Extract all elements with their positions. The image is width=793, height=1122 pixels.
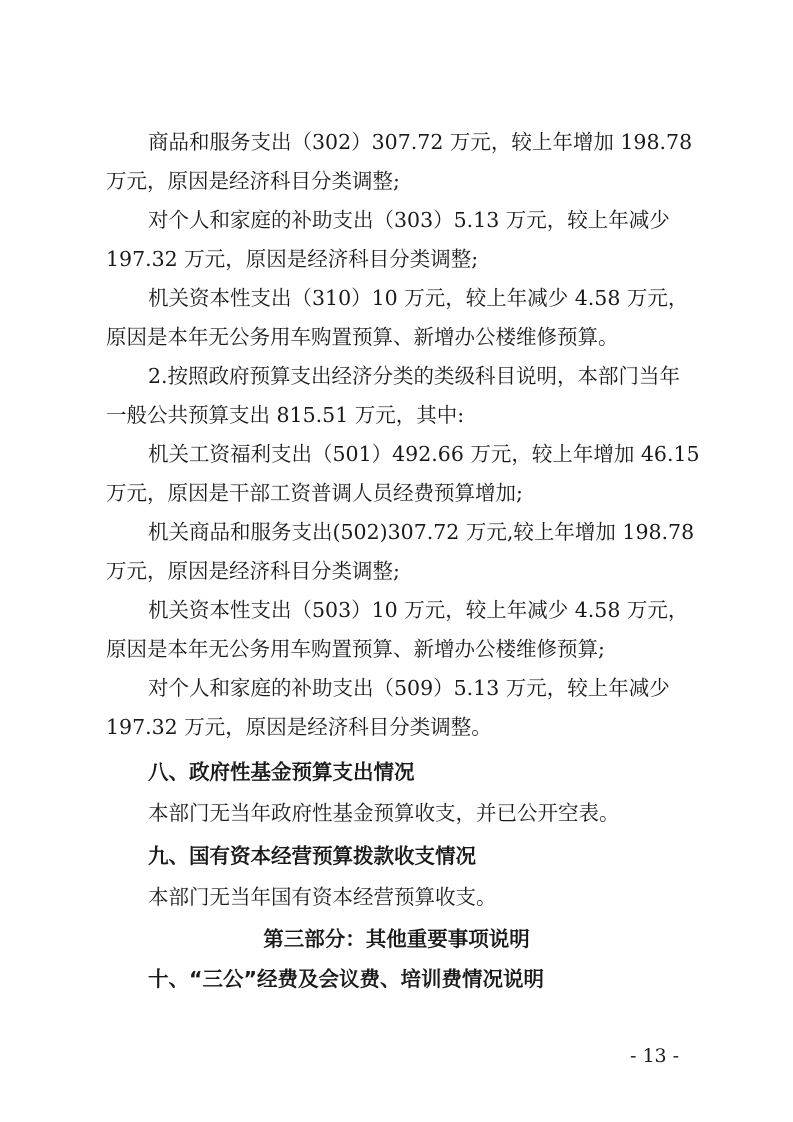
- line-text: 机关商品和服务支出(502)307.72 万元,较上年增加 198.78: [148, 520, 695, 544]
- paragraph-line: [0, 320, 793, 354]
- page-number: - 13 -: [630, 1045, 680, 1067]
- line-text: 对个人和家庭的补助支出（303）5.13 万元，较上年减少: [148, 208, 670, 232]
- line-text: 原因是本年无公务用车购置预算、新增办公楼维修预算。: [106, 325, 619, 349]
- line-text: 原因是本年无公务用车购置预算、新增办公楼维修预算;: [106, 637, 605, 661]
- paragraph-line: [0, 398, 793, 432]
- line-text: 197.32 万元，原因是经济科目分类调整。: [106, 715, 492, 739]
- line-text: 机关工资福利支出（501）492.66 万元，较上年增加 46.15: [148, 442, 700, 466]
- line-text: 一般公共预算支出 815.51 万元，其中:: [106, 403, 465, 427]
- paragraph-line: [0, 710, 793, 744]
- heading-text: 八、政府性基金预算支出情况: [148, 760, 415, 784]
- line-text: 本部门无当年政府性基金预算收支，并已公开空表。: [148, 801, 620, 825]
- paragraph-line: [0, 125, 793, 159]
- section-heading-10: [0, 962, 793, 996]
- line-text: 197.32 万元，原因是经济科目分类调整;: [106, 247, 479, 271]
- paragraph-line: [0, 554, 793, 588]
- paragraph-line: [0, 359, 793, 393]
- line-text: 商品和服务支出（302）307.72 万元，较上年增加 198.78: [148, 130, 693, 154]
- line-text: 本部门无当年国有资本经营预算收支。: [148, 885, 497, 909]
- paragraph-line: [0, 632, 793, 666]
- paragraph-line: [0, 476, 793, 510]
- paragraph-line: [0, 880, 793, 914]
- paragraph-line: [0, 515, 793, 549]
- part-title: [0, 922, 793, 956]
- line-text: 万元，原因是经济科目分类调整;: [106, 169, 400, 193]
- paragraph-line: [0, 437, 793, 471]
- heading-text: 十、“三公”经费及会议费、培训费情况说明: [148, 967, 544, 991]
- part-title-text: 第三部分：其他重要事项说明: [263, 927, 530, 951]
- line-text: 2.按照政府预算支出经济分类的类级科目说明，本部门当年: [148, 364, 681, 388]
- paragraph-line: [0, 671, 793, 705]
- paragraph-line: [0, 796, 793, 830]
- line-text: 机关资本性支出（503）10 万元，较上年减少 4.58 万元，: [148, 598, 689, 622]
- line-text: 万元，原因是经济科目分类调整;: [106, 559, 400, 583]
- line-text: 对个人和家庭的补助支出（509）5.13 万元，较上年减少: [148, 676, 670, 700]
- paragraph-line: [0, 203, 793, 237]
- heading-text: 九、国有资本经营预算拨款收支情况: [148, 844, 476, 868]
- paragraph-line: [0, 593, 793, 627]
- line-text: 万元，原因是干部工资普调人员经费预算增加;: [106, 481, 523, 505]
- paragraph-line: [0, 281, 793, 315]
- line-text: 机关资本性支出（310）10 万元，较上年减少 4.58 万元，: [148, 286, 689, 310]
- paragraph-line: [0, 164, 793, 198]
- paragraph-line: [0, 242, 793, 276]
- section-heading-9: [0, 839, 793, 873]
- section-heading-8: [0, 755, 793, 789]
